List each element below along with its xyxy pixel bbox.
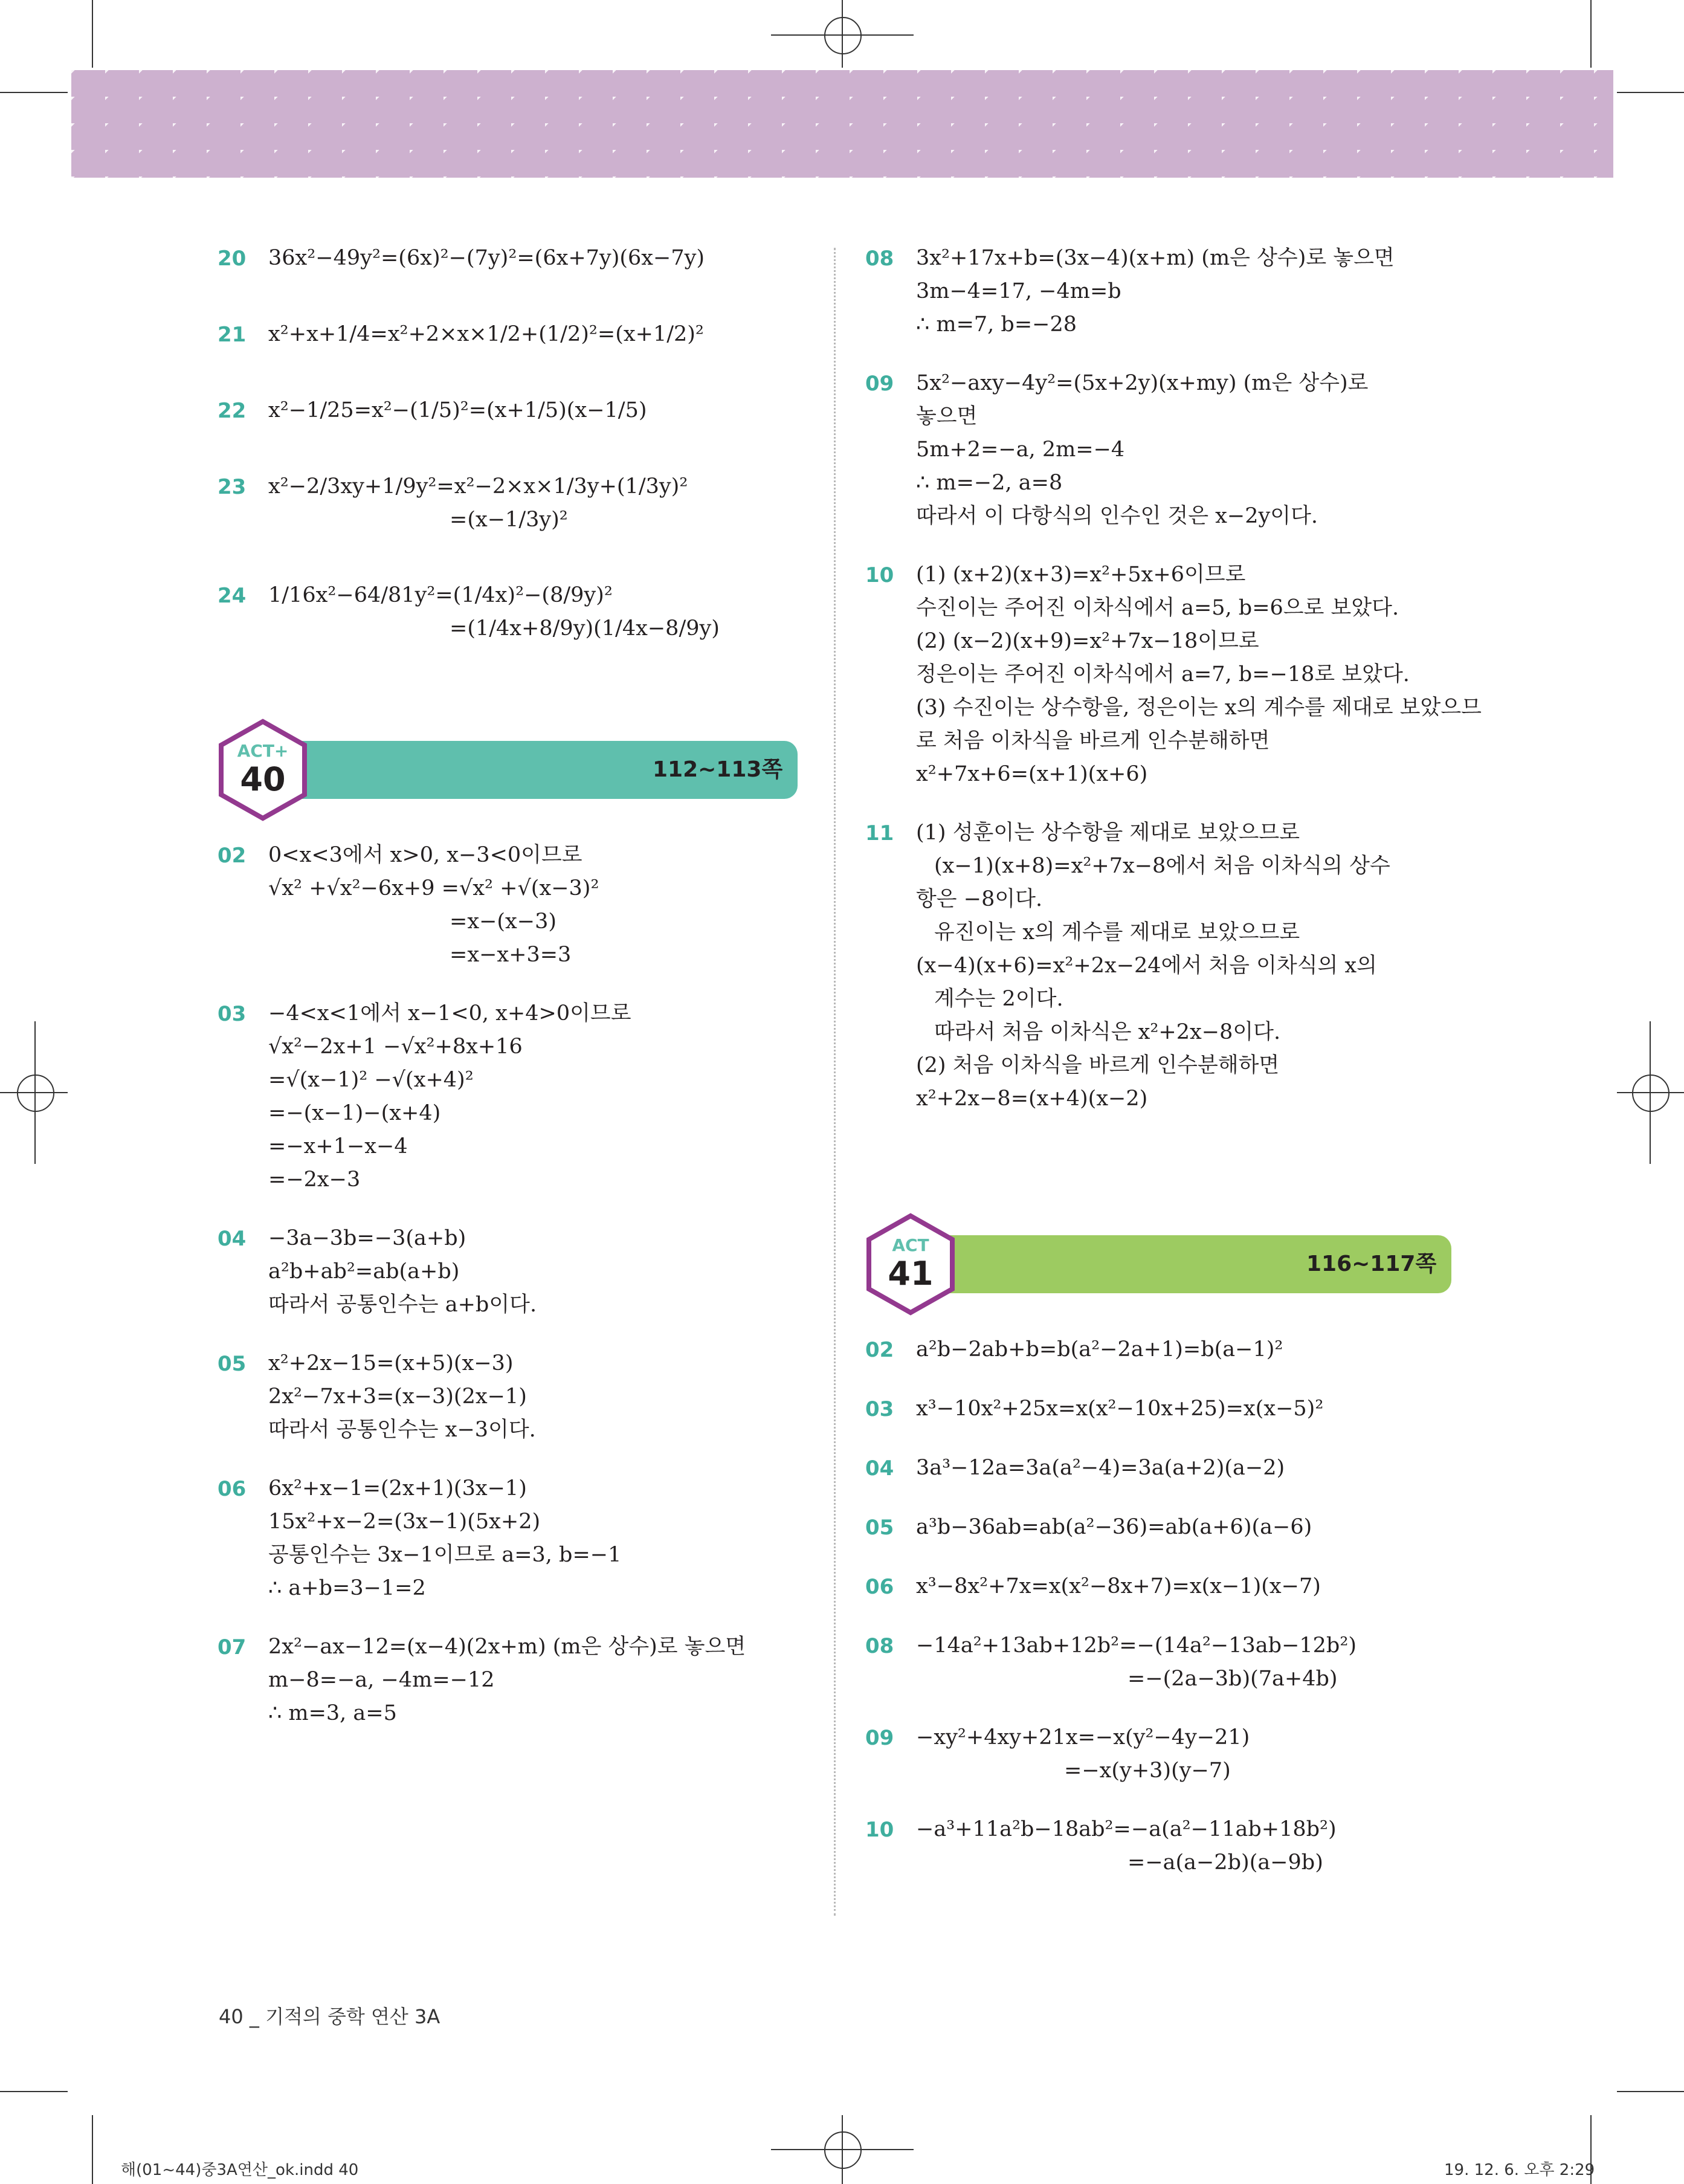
slug-date: 19. 12. 6. 오후 2:29	[1444, 2161, 1595, 2179]
problem-number: 09	[865, 1726, 894, 1750]
answer-item	[865, 1392, 1457, 1426]
solution-line: 15x²+x−2=(3x−1)(5x+2)	[268, 1510, 541, 1534]
solution-line: ∴ m=−2, a=8	[916, 471, 1063, 495]
solution-line: 2x²−ax−12=(x−4)(2x+m) (m은 상수)로 놓으면	[268, 1635, 746, 1659]
solution-line: x²+x+1/4=x²+2×x×1/2+(1/2)²=(x+1/2)²	[268, 322, 704, 346]
problem-number: 06	[865, 1575, 894, 1599]
solution-body	[268, 1347, 798, 1447]
crop-mark	[92, 0, 93, 68]
solution-line: x²−1/25=x²−(1/5)²=(x+1/5)(x−1/5)	[268, 398, 647, 422]
solution-body	[916, 1570, 1457, 1604]
problem-number: 03	[865, 1397, 894, 1421]
solution-line: −a³+11a²b−18ab²=−a(a²−11ab+18b²)	[916, 1817, 1337, 1841]
solution-body	[268, 1472, 798, 1605]
answer-list	[865, 1333, 1457, 1879]
answer-item	[865, 1570, 1457, 1604]
solution-line: 3a³−12a=3a(a²−4)=3a(a+2)(a−2)	[916, 1456, 1285, 1480]
solution-line: −xy²+4xy+21x=−x(y²−4y−21)	[916, 1725, 1250, 1749]
solution-line: 정은이는 주어진 이차식에서 a=7, b=−18로 보았다.	[916, 662, 1410, 687]
solution-line: 로 처음 이차식을 바르게 인수분해하면	[916, 729, 1270, 753]
answer-item	[865, 558, 1482, 791]
answer-item	[865, 367, 1457, 533]
solution-body	[268, 242, 798, 276]
act-header-40	[218, 718, 798, 809]
registration-circle	[824, 2131, 862, 2169]
solution-body	[916, 1511, 1457, 1545]
solution-line: −4<x<1에서 x−1<0, x+4>0이므로	[268, 1001, 631, 1026]
answer-list	[218, 242, 798, 645]
problem-number: 05	[218, 1352, 247, 1376]
answer-item	[218, 579, 798, 645]
answer-item	[218, 839, 798, 972]
problem-number: 11	[865, 821, 894, 845]
solution-body	[268, 1222, 798, 1322]
solution-line: −14a²+13ab+12b²=−(14a²−13ab−12b²)	[916, 1633, 1357, 1658]
solution-body	[268, 318, 798, 352]
left-column	[218, 242, 798, 1756]
problem-number: 21	[218, 323, 247, 347]
solution-line: x²+2x−15=(x+5)(x−3)	[268, 1351, 514, 1375]
problem-number: 20	[218, 247, 247, 271]
solution-line: =−(x−1)−(x+4)	[268, 1101, 441, 1125]
problem-number: 04	[218, 1227, 247, 1251]
answer-item	[865, 1452, 1457, 1485]
solution-line: √x²−2x+1 −√x²+8x+16	[268, 1035, 523, 1059]
solution-line: 따라서 공통인수는 x−3이다.	[268, 1418, 536, 1442]
solution-line: 유진이는 x의 계수를 제대로 보았으므로	[934, 920, 1300, 945]
solution-line: =−(2a−3b)(7a+4b)	[1128, 1667, 1338, 1691]
act-pages: 112~113쪽	[653, 757, 783, 782]
registration-circle	[1632, 1074, 1669, 1112]
solution-line: 따라서 이 다항식의 인수인 것은 x−2y이다.	[916, 504, 1318, 528]
solution-line: 36x²−49y²=(6x)²−(7y)²=(6x+7y)(6x−7y)	[268, 246, 705, 270]
solution-line: =(1/4x+8/9y)(1/4x−8/9y)	[450, 616, 720, 641]
crop-mark	[0, 2091, 68, 2092]
solution-line: (x−4)(x+6)=x²+2x−24에서 처음 이차식의 x의	[916, 954, 1377, 978]
solution-line: =−x+1−x−4	[268, 1134, 408, 1158]
solution-line: 3m−4=17, −4m=b	[916, 279, 1121, 303]
solution-line: (1) 성훈이는 상수항을 제대로 보았으므로	[916, 821, 1300, 845]
solution-line: =−a(a−2b)(a−9b)	[1128, 1850, 1323, 1875]
footer-separator: _	[249, 2005, 259, 2028]
page-footer	[219, 2001, 440, 2029]
answer-item	[865, 1721, 1457, 1788]
solution-line: 3x²+17x+b=(3x−4)(x+m) (m은 상수)로 놓으면	[916, 246, 1395, 270]
solution-line: 수진이는 주어진 이차식에서 a=5, b=6으로 보았다.	[916, 596, 1399, 620]
act-badge-number: 40	[240, 760, 286, 798]
problem-number: 10	[865, 563, 894, 587]
problem-number: 23	[218, 475, 247, 499]
solution-line: −3a−3b=−3(a+b)	[268, 1226, 466, 1250]
registration-circle	[17, 1074, 54, 1112]
solution-line: 1/16x²−64/81y²=(1/4x)²−(8/9y)²	[268, 583, 613, 607]
answer-item	[218, 997, 798, 1197]
solution-line: 6x²+x−1=(2x+1)(3x−1)	[268, 1476, 527, 1501]
registration-circle	[824, 17, 862, 54]
solution-line: 0<x<3에서 x>0, x−3<0이므로	[268, 843, 582, 867]
answer-list	[865, 242, 1482, 1116]
problem-number: 09	[865, 372, 894, 396]
act-badge-top: ACT+	[237, 741, 289, 761]
act-header-41	[865, 1212, 1457, 1303]
page-number: 40	[219, 2005, 244, 2028]
solution-line: =x−x+3=3	[450, 943, 572, 967]
solution-line: 계수는 2이다.	[934, 987, 1063, 1011]
solution-line: x²+7x+6=(x+1)(x+6)	[916, 762, 1148, 786]
right-column	[865, 242, 1482, 1905]
answer-item	[218, 1472, 798, 1605]
solution-body	[268, 839, 798, 972]
column-divider	[834, 248, 836, 1916]
answer-list	[218, 839, 798, 1730]
answer-item	[865, 816, 1457, 1116]
solution-body	[916, 367, 1457, 533]
solution-line: 5x²−axy−4y²=(5x+2y)(x+my) (m은 상수)로	[916, 371, 1369, 395]
solution-line: a²b−2ab+b=b(a²−2a+1)=b(a−1)²	[916, 1337, 1283, 1362]
solution-body	[916, 1392, 1457, 1426]
problem-number: 24	[218, 584, 247, 608]
solution-line: 따라서 처음 이차식은 x²+2x−8이다.	[934, 1020, 1281, 1044]
solution-body	[916, 558, 1482, 791]
solution-line: 2x²−7x+3=(x−3)(2x−1)	[268, 1384, 527, 1409]
solution-body	[916, 816, 1457, 1116]
solution-line: x³−10x²+25x=x(x²−10x+25)=x(x−5)²	[916, 1397, 1324, 1421]
crop-mark	[1590, 0, 1592, 68]
solution-body	[916, 1452, 1457, 1485]
solution-body	[916, 1333, 1457, 1367]
solution-line: (x−1)(x+8)=x²+7x−8에서 처음 이차식의 상수	[934, 854, 1390, 878]
solution-line: ∴ m=7, b=−28	[916, 312, 1077, 337]
solution-line: =−x(y+3)(y−7)	[1064, 1759, 1231, 1783]
act-badge-number: 41	[888, 1255, 934, 1293]
solution-line: x²−2/3xy+1/9y²=x²−2×x×1/3y+(1/3y)²	[268, 474, 688, 499]
solution-body	[916, 242, 1457, 341]
problem-number: 02	[865, 1338, 894, 1362]
solution-line: =(x−1/3y)²	[450, 508, 568, 532]
problem-number: 04	[865, 1456, 894, 1481]
solution-line: m−8=−a, −4m=−12	[268, 1668, 495, 1692]
solution-body	[916, 1721, 1457, 1788]
crop-mark	[92, 2115, 93, 2184]
problem-number: 06	[218, 1477, 247, 1501]
problem-number: 02	[218, 844, 247, 868]
answer-item	[865, 1511, 1457, 1545]
act-pages: 116~117쪽	[1306, 1252, 1437, 1276]
problem-number: 08	[865, 247, 894, 271]
answer-item	[865, 1813, 1457, 1879]
solution-line: √x² +√x²−6x+9 =√x² +√(x−3)²	[268, 876, 599, 900]
answer-item	[218, 1630, 798, 1730]
solution-line: 공통인수는 3x−1이므로 a=3, b=−1	[268, 1543, 622, 1567]
answer-item	[218, 242, 798, 276]
solution-line: (3) 수진이는 상수항을, 정은이는 x의 계수를 제대로 보았으므	[916, 696, 1482, 720]
act-badge-top: ACT	[892, 1235, 929, 1255]
solution-line: 항은 −8이다.	[916, 887, 1043, 911]
answer-item	[218, 394, 798, 428]
answer-item	[865, 242, 1457, 341]
solution-body	[268, 997, 798, 1197]
solution-line: ∴ a+b=3−1=2	[268, 1576, 426, 1600]
solution-line: =√(x−1)² −√(x+4)²	[268, 1068, 474, 1092]
solution-line: 놓으면	[916, 404, 978, 428]
problem-number: 08	[865, 1634, 894, 1658]
solution-body	[268, 394, 798, 428]
problem-number: 10	[865, 1818, 894, 1842]
solution-line: ∴ m=3, a=5	[268, 1701, 397, 1725]
problem-number: 05	[865, 1516, 894, 1540]
header-banner	[71, 70, 1613, 178]
answer-item	[218, 1347, 798, 1447]
answer-item	[218, 1222, 798, 1322]
solution-line: (1) (x+2)(x+3)=x²+5x+6이므로	[916, 563, 1246, 587]
solution-line: (2) (x−2)(x+9)=x²+7x−18이므로	[916, 629, 1259, 653]
solution-line: 5m+2=−a, 2m=−4	[916, 438, 1125, 462]
book-title: 기적의 중학 연산 3A	[265, 2005, 440, 2028]
answer-item	[218, 318, 798, 352]
problem-number: 07	[218, 1635, 247, 1659]
answer-item	[218, 470, 798, 537]
solution-line: a²b+ab²=ab(a+b)	[268, 1259, 460, 1284]
solution-line: 따라서 공통인수는 a+b이다.	[268, 1293, 537, 1317]
solution-body	[268, 1630, 798, 1730]
answer-item	[865, 1629, 1457, 1696]
problem-number: 03	[218, 1002, 247, 1026]
solution-line: =−2x−3	[268, 1168, 361, 1192]
solution-body	[916, 1813, 1457, 1879]
slug-file: 해(01~44)중3A연산_ok.indd 40	[121, 2161, 359, 2179]
crop-mark	[1617, 2091, 1684, 2092]
solution-line: x²+2x−8=(x+4)(x−2)	[916, 1087, 1148, 1111]
answer-item	[865, 1333, 1457, 1367]
crop-mark	[1617, 92, 1684, 93]
crop-mark	[0, 92, 68, 93]
problem-number: 22	[218, 399, 247, 423]
solution-line: =x−(x−3)	[450, 909, 557, 934]
solution-line: (2) 처음 이차식을 바르게 인수분해하면	[916, 1053, 1280, 1077]
solution-body	[268, 470, 798, 537]
solution-body	[268, 579, 798, 645]
solution-body	[916, 1629, 1457, 1696]
solution-line: x³−8x²+7x=x(x²−8x+7)=x(x−1)(x−7)	[916, 1574, 1321, 1598]
solution-line: a³b−36ab=ab(a²−36)=ab(a+6)(a−6)	[916, 1515, 1312, 1539]
